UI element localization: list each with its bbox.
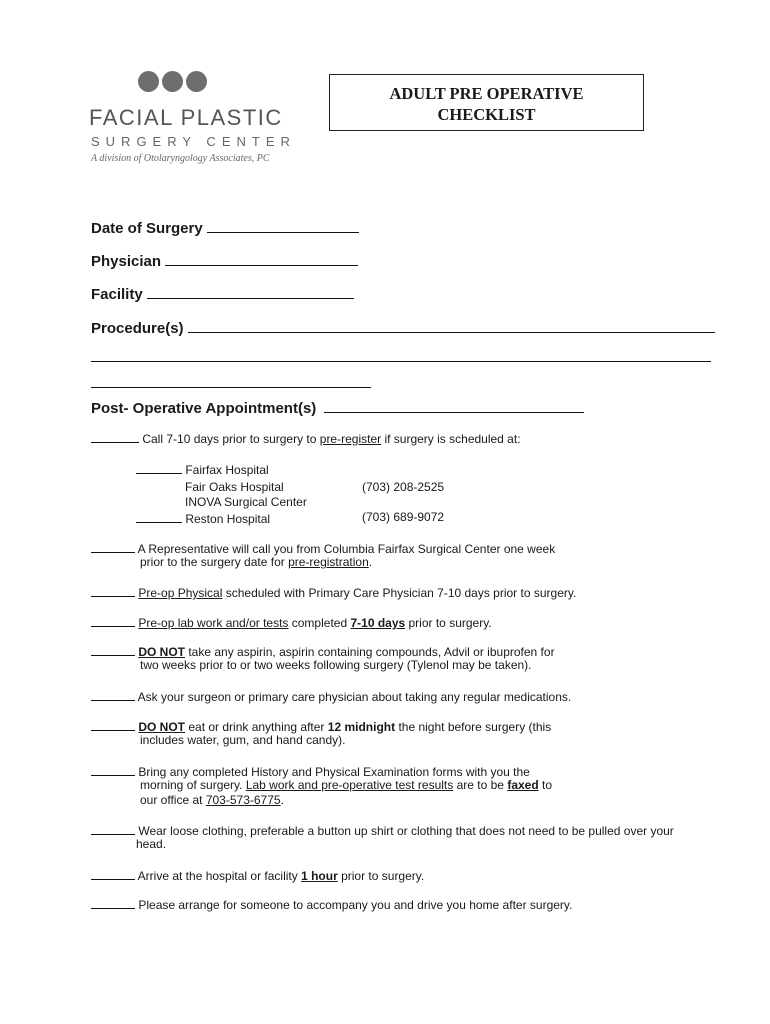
check-blank[interactable]	[91, 614, 135, 627]
representative-period: .	[368, 555, 373, 569]
forms-text-2: morning of surgery.	[140, 778, 246, 792]
logo-dot-1	[138, 71, 159, 92]
hospital-fairfax	[136, 461, 269, 478]
forms-office-text: our office at	[140, 793, 206, 807]
no-eat-text-end: the night before surgery (this	[395, 720, 552, 734]
no-aspirin-text: take any aspirin, aspirin containing compounds, Advil or ibuprofen for	[185, 645, 555, 659]
checklist-no-aspirin-line2: two weeks prior to or two weeks following surgery (Tylenol may be taken).	[140, 658, 532, 672]
forms-period: .	[280, 793, 284, 807]
facility-label: Facility	[91, 286, 143, 303]
representative-text: A Representative will call you from Columbia Fairfax Surgical Center one week	[137, 542, 556, 556]
hospital-name: Reston Hospital	[185, 512, 271, 526]
one-hour-emphasis: 1 hour	[301, 869, 338, 883]
date-of-surgery-blank[interactable]	[207, 220, 359, 233]
arrive-text: Arrive at the hospital or facility	[137, 869, 302, 883]
hospital-fair-oaks	[185, 480, 284, 495]
check-blank[interactable]	[91, 688, 135, 701]
date-of-surgery-field	[91, 220, 359, 237]
preregister-text-end: if surgery is scheduled at:	[381, 432, 521, 446]
physician-blank[interactable]	[165, 253, 358, 266]
forms-text-4: to	[538, 778, 553, 792]
procedures-blank[interactable]	[188, 320, 715, 333]
preop-lab-link: Pre-op lab work and/or tests	[138, 616, 289, 630]
hospital-fair-oaks-phone: (703) 208-2525	[362, 480, 445, 494]
checklist-representative-line2	[140, 555, 372, 570]
check-blank[interactable]	[91, 867, 135, 880]
hospital-name: Fair Oaks Hospital	[185, 480, 284, 494]
check-blank[interactable]	[136, 461, 182, 474]
preregister-text: Call 7-10 days prior to surgery to	[142, 432, 320, 446]
logo-tagline: A division of Otolaryngology Associates, PC	[91, 153, 270, 164]
checklist-arrive	[91, 867, 424, 884]
procedures-blank-2[interactable]	[91, 361, 711, 362]
hospital-name: Fairfax Hospital	[185, 463, 269, 477]
check-blank[interactable]	[91, 896, 135, 909]
preregistration-link: pre-registration	[288, 555, 369, 569]
checklist-clothing	[91, 822, 674, 839]
logo-dot-3	[186, 71, 207, 92]
check-blank[interactable]	[91, 763, 135, 776]
check-blank[interactable]	[91, 584, 135, 597]
checklist-forms-line2	[140, 778, 552, 793]
post-op-field	[91, 400, 584, 417]
checklist-preregister	[91, 430, 521, 447]
midnight-emphasis: 12 midnight	[327, 720, 396, 734]
date-of-surgery-label: Date of Surgery	[91, 220, 203, 237]
lab-results-link: Lab work and pre-operative test results	[245, 778, 454, 792]
fax-number-link[interactable]: 703-573-6775	[205, 793, 281, 807]
facility-field	[91, 286, 354, 303]
checklist-no-eat-line2: includes water, gum, and hand candy).	[140, 733, 346, 747]
checklist-clothing-line2: head.	[136, 837, 167, 851]
hospital-reston-phone: (703) 689-9072	[362, 510, 445, 524]
check-blank[interactable]	[91, 643, 135, 656]
preop-physical-link: Pre-op Physical	[138, 586, 223, 600]
arrive-text-end: prior to surgery.	[337, 869, 425, 883]
checklist-preop-physical	[91, 584, 576, 601]
form-title	[329, 74, 644, 131]
preop-lab-text-end: prior to surgery.	[405, 616, 492, 630]
faxed-emphasis: faxed	[507, 778, 539, 792]
forms-text: Bring any completed History and Physical Examination forms with you the	[138, 765, 530, 779]
hospital-reston	[136, 510, 270, 527]
accompany-text: Please arrange for someone to accompany you and drive you home after surgery.	[138, 898, 573, 912]
do-not-emphasis: DO NOT	[138, 645, 186, 659]
checklist-accompany	[91, 896, 572, 913]
logo-subtitle: SURGERY CENTER	[91, 134, 296, 149]
medications-text: Ask your surgeon or primary care physician about taking any regular medications.	[137, 690, 572, 704]
physician-field	[91, 253, 358, 270]
check-blank[interactable]	[91, 718, 135, 731]
preop-lab-days: 7-10 days	[350, 616, 406, 630]
form-title-line1: ADULT PRE OPERATIVE	[389, 84, 584, 103]
procedures-field	[91, 320, 715, 337]
hospital-inova	[185, 495, 307, 510]
post-op-label: Post- Operative Appointment(s)	[91, 400, 317, 417]
representative-text-2: prior to the surgery date for	[140, 555, 289, 569]
procedures-blank-3[interactable]	[91, 387, 371, 388]
physician-label: Physician	[91, 253, 162, 270]
forms-text-3: are to be	[453, 778, 508, 792]
logo-dot-2	[162, 71, 183, 92]
check-blank[interactable]	[91, 430, 139, 443]
checklist-forms-line3	[140, 793, 284, 808]
preop-physical-text: scheduled with Primary Care Physician 7-10 days prior to surgery.	[222, 586, 577, 600]
facility-blank[interactable]	[147, 286, 354, 299]
no-eat-text: eat or drink anything after	[185, 720, 328, 734]
clothing-text: Wear loose clothing, preferable a button up shirt or clothing that does not need to be pulled over your	[138, 824, 674, 838]
logo-dots	[136, 71, 208, 93]
hospital-name: INOVA Surgical Center	[185, 495, 307, 509]
checklist-medications	[91, 688, 571, 705]
checklist-preop-lab	[91, 614, 492, 631]
check-blank[interactable]	[91, 822, 135, 835]
form-title-line2: CHECKLIST	[437, 105, 536, 124]
do-not-emphasis: DO NOT	[138, 720, 186, 734]
check-blank[interactable]	[136, 510, 182, 523]
logo-name: FACIAL PLASTIC	[89, 105, 283, 130]
preregister-link: pre-register	[319, 432, 382, 446]
post-op-blank[interactable]	[324, 400, 584, 413]
check-blank[interactable]	[91, 540, 135, 553]
procedures-label: Procedure(s)	[91, 320, 184, 337]
preop-lab-text: completed	[288, 616, 351, 630]
